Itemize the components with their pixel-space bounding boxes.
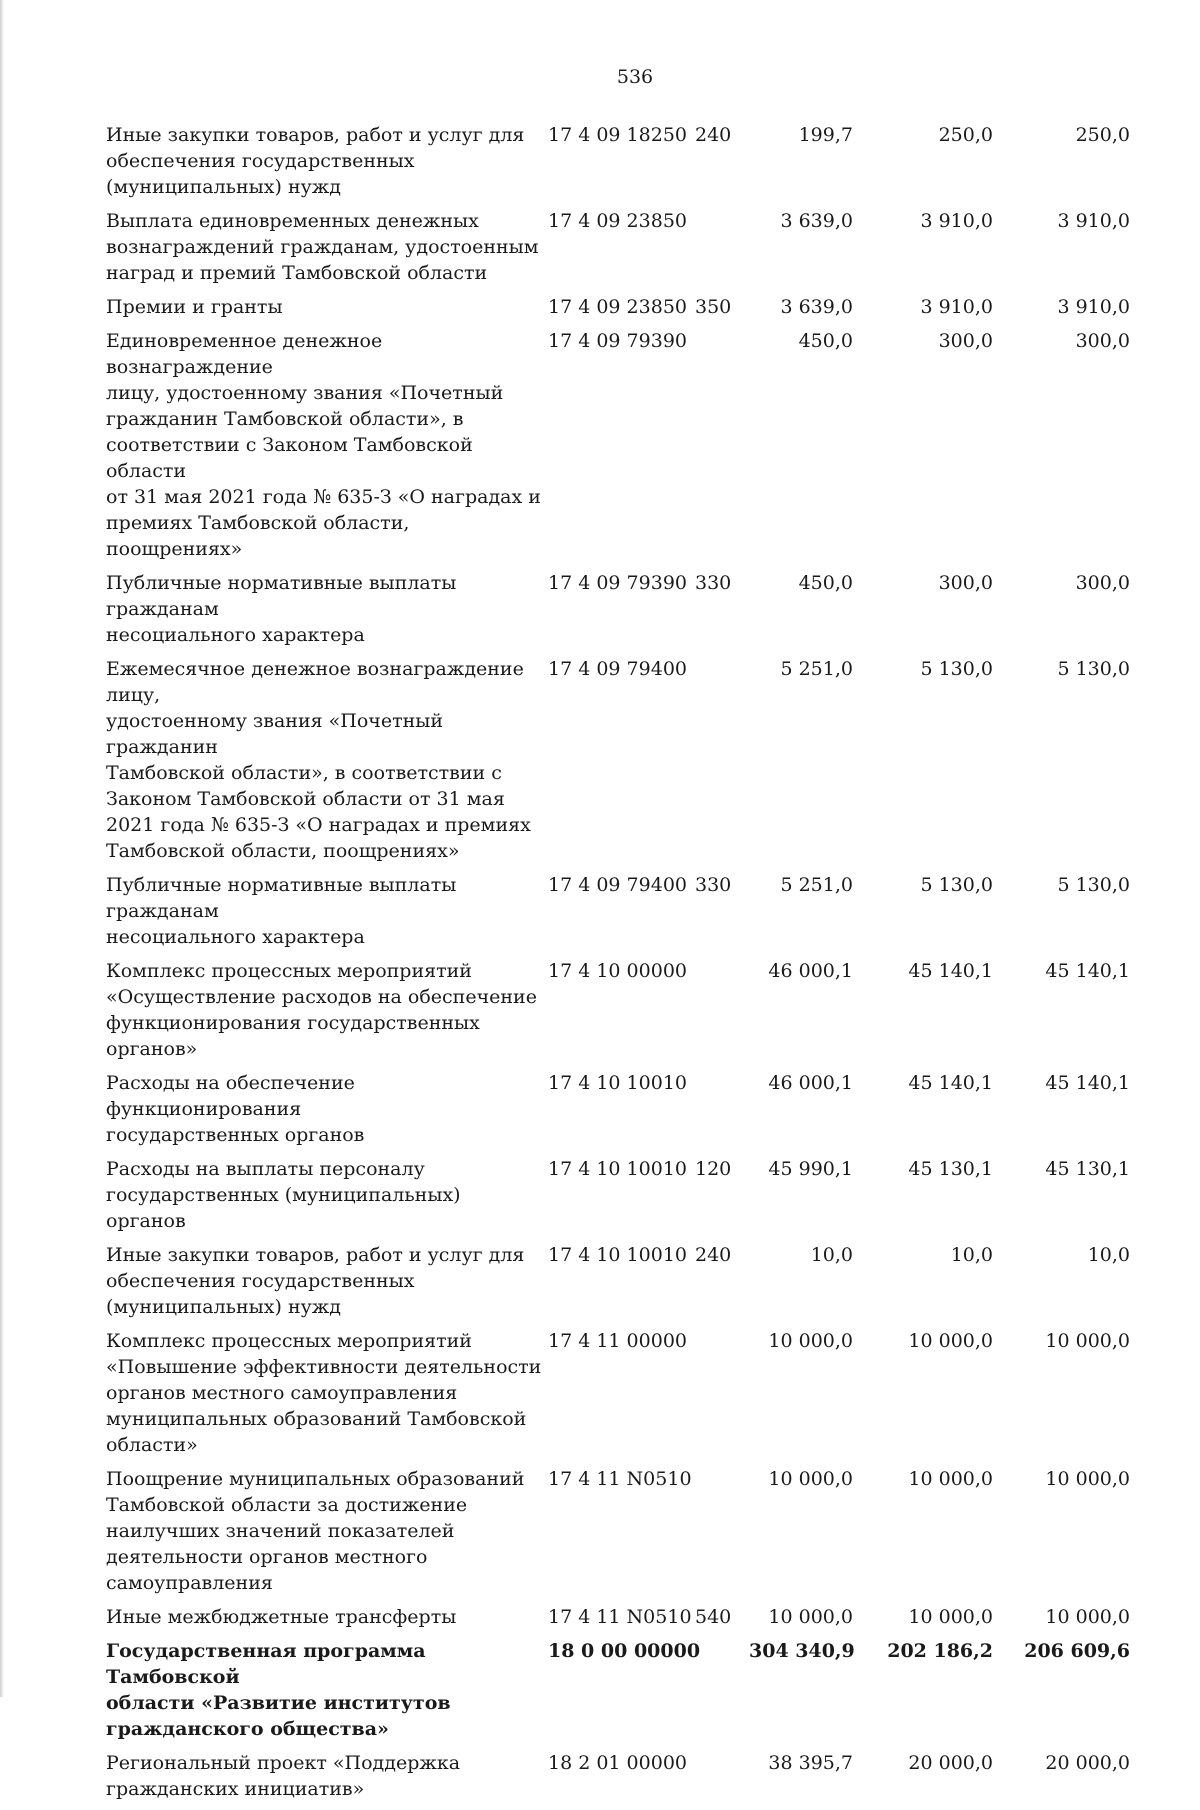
table-row [106, 122, 1178, 200]
row-code: 17 4 10 10010 [548, 1072, 688, 1094]
row-name: Региональный проект «Поддержка гражданских инициатив» [106, 1752, 461, 1800]
budget-table [106, 122, 1178, 1810]
row-expense-type: 240 [695, 124, 732, 146]
table-row [106, 1638, 1178, 1742]
row-value-1: 3 639,0 [780, 296, 853, 318]
row-code: 18 2 01 00000 [548, 1752, 688, 1774]
row-value-1: 45 990,1 [768, 1158, 853, 1180]
row-value-3: 45 140,1 [1045, 960, 1130, 982]
row-code: 17 4 09 18250 [548, 124, 688, 146]
row-expense-type [685, 1328, 749, 1458]
row-expense-type [685, 208, 749, 286]
table-row [106, 328, 1178, 562]
row-expense-type: 120 [695, 1158, 732, 1180]
row-name: Единовременное денежное вознаграждение лицу, удостоенному звания «Почетный гражданин Тамбовской области», в соответствии с Законом Тамбовской области от 31 мая 2021 года № 635-З «О наградах и премиях Тамбовской области, поощрениях» [106, 330, 541, 560]
row-name: Премии и гранты [106, 296, 283, 318]
row-name: Государственная программа Тамбовской области «Развитие институтов гражданского общества» [106, 1640, 451, 1740]
row-code: 17 4 09 79390 [548, 572, 688, 594]
row-value-2: 3 910,0 [920, 296, 993, 318]
row-expense-type [685, 656, 749, 864]
row-code: 17 4 11 N0510 [548, 1468, 692, 1490]
row-code: 17 4 09 23850 [548, 296, 688, 318]
row-expense-type [685, 1638, 749, 1742]
row-value-2: 10 000,0 [908, 1330, 993, 1352]
row-value-3: 10 000,0 [1045, 1468, 1130, 1490]
row-value-2: 45 130,1 [908, 1158, 993, 1180]
row-code: 17 4 11 00000 [548, 1330, 688, 1352]
row-expense-type: 330 [695, 874, 732, 896]
row-code: 17 4 09 79400 [548, 658, 688, 680]
table-row [106, 656, 1178, 864]
row-expense-type: 330 [695, 572, 732, 594]
row-value-1: 450,0 [798, 330, 853, 352]
row-value-1: 10 000,0 [768, 1330, 853, 1352]
row-value-2: 5 130,0 [920, 874, 993, 896]
row-value-2: 5 130,0 [920, 658, 993, 680]
table-row [106, 1466, 1178, 1596]
row-value-2: 45 140,1 [908, 960, 993, 982]
row-code: 17 4 09 79400 [548, 874, 688, 896]
row-value-1: 3 639,0 [780, 210, 853, 232]
row-value-1: 5 251,0 [780, 874, 853, 896]
row-value-2: 300,0 [938, 330, 993, 352]
row-value-1: 199,7 [798, 124, 853, 146]
row-code: 17 4 11 N0510 [548, 1606, 692, 1628]
scan-edge [0, 0, 4, 1697]
row-name: Поощрение муниципальных образований Тамбовской области за достижение наилучших значений показателей деятельности органов местного самоуправления [106, 1468, 525, 1594]
row-value-1: 10 000,0 [768, 1606, 853, 1628]
row-code: 17 4 10 00000 [548, 960, 688, 982]
row-value-3: 10 000,0 [1045, 1606, 1130, 1628]
row-value-1: 10,0 [810, 1244, 853, 1266]
row-value-2: 10,0 [950, 1244, 993, 1266]
table-row [106, 294, 1178, 320]
row-value-2: 20 000,0 [908, 1752, 993, 1774]
row-value-1: 10 000,0 [768, 1468, 853, 1490]
row-value-3: 20 000,0 [1045, 1752, 1130, 1774]
row-name: Иные закупки товаров, работ и услуг для обеспечения государственных (муниципальных) нужд [106, 124, 525, 198]
row-name: Публичные нормативные выплаты гражданам несоциального характера [106, 572, 457, 646]
row-value-3: 10 000,0 [1045, 1330, 1130, 1352]
row-expense-type [685, 1070, 749, 1148]
table-row [106, 872, 1178, 950]
table-row [106, 208, 1178, 286]
row-name: Публичные нормативные выплаты гражданам несоциального характера [106, 874, 457, 948]
row-name: Иные закупки товаров, работ и услуг для обеспечения государственных (муниципальных) нужд [106, 1244, 525, 1318]
row-value-3: 206 609,6 [1024, 1640, 1130, 1662]
row-value-1: 38 395,7 [768, 1752, 853, 1774]
row-value-2: 10 000,0 [908, 1468, 993, 1490]
table-row [106, 958, 1178, 1062]
row-value-3: 5 130,0 [1057, 658, 1130, 680]
row-value-2: 10 000,0 [908, 1606, 993, 1628]
table-row [106, 1156, 1178, 1234]
row-value-3: 300,0 [1075, 330, 1130, 352]
row-value-3: 300,0 [1075, 572, 1130, 594]
row-value-2: 202 186,2 [887, 1640, 993, 1662]
row-value-2: 300,0 [938, 572, 993, 594]
row-expense-type: 350 [695, 296, 732, 318]
row-expense-type [685, 1750, 749, 1802]
row-value-2: 45 140,1 [908, 1072, 993, 1094]
row-name: Выплата единовременных денежных вознаграждений гражданам, удостоенным наград и премий Тамбовской области [106, 210, 539, 284]
row-value-3: 250,0 [1075, 124, 1130, 146]
row-value-1: 450,0 [798, 572, 853, 594]
row-value-3: 3 910,0 [1057, 210, 1130, 232]
row-code: 17 4 10 10010 [548, 1158, 688, 1180]
row-value-1: 304 340,9 [749, 1640, 855, 1662]
table-row [106, 1750, 1178, 1802]
row-expense-type: 540 [695, 1606, 732, 1628]
row-value-3: 10,0 [1087, 1244, 1130, 1266]
row-expense-type: 240 [695, 1244, 732, 1266]
table-row [106, 1604, 1178, 1630]
row-value-3: 45 130,1 [1045, 1158, 1130, 1180]
row-name: Комплекс процессных мероприятий «Осуществление расходов на обеспечение функционирования государственных органов» [106, 960, 537, 1060]
row-name: Расходы на выплаты персоналу государственных (муниципальных) органов [106, 1158, 461, 1232]
row-code: 18 0 00 00000 [548, 1640, 701, 1662]
table-row [106, 570, 1178, 648]
row-value-1: 46 000,1 [768, 960, 853, 982]
table-row [106, 1070, 1178, 1148]
row-value-1: 46 000,1 [768, 1072, 853, 1094]
page-number: 536 [616, 66, 654, 88]
row-value-1: 5 251,0 [780, 658, 853, 680]
row-name: Расходы на обеспечение функционирования государственных органов [106, 1072, 365, 1146]
row-name: Ежемесячное денежное вознаграждение лицу, удостоенному звания «Почетный гражданин Тамбовской области», в соответствии с Законом Тамбовской области от 31 мая 2021 года № 635-З «О наградах и премиях Тамбовской области, поощрениях» [106, 658, 531, 862]
row-expense-type [685, 328, 749, 562]
table-row [106, 1242, 1178, 1320]
table-row [106, 1328, 1178, 1458]
row-value-3: 3 910,0 [1057, 296, 1130, 318]
row-value-2: 250,0 [938, 124, 993, 146]
row-name: Комплекс процессных мероприятий «Повышение эффективности деятельности органов местного самоуправления муниципальных образований Тамбовской области» [106, 1330, 542, 1456]
row-expense-type [685, 958, 749, 1062]
row-value-3: 5 130,0 [1057, 874, 1130, 896]
row-value-3: 45 140,1 [1045, 1072, 1130, 1094]
row-code: 17 4 09 79390 [548, 330, 688, 352]
row-value-2: 3 910,0 [920, 210, 993, 232]
row-expense-type [685, 1466, 749, 1596]
row-code: 17 4 09 23850 [548, 210, 688, 232]
row-code: 17 4 10 10010 [548, 1244, 688, 1266]
row-name: Иные межбюджетные трансферты [106, 1606, 457, 1628]
